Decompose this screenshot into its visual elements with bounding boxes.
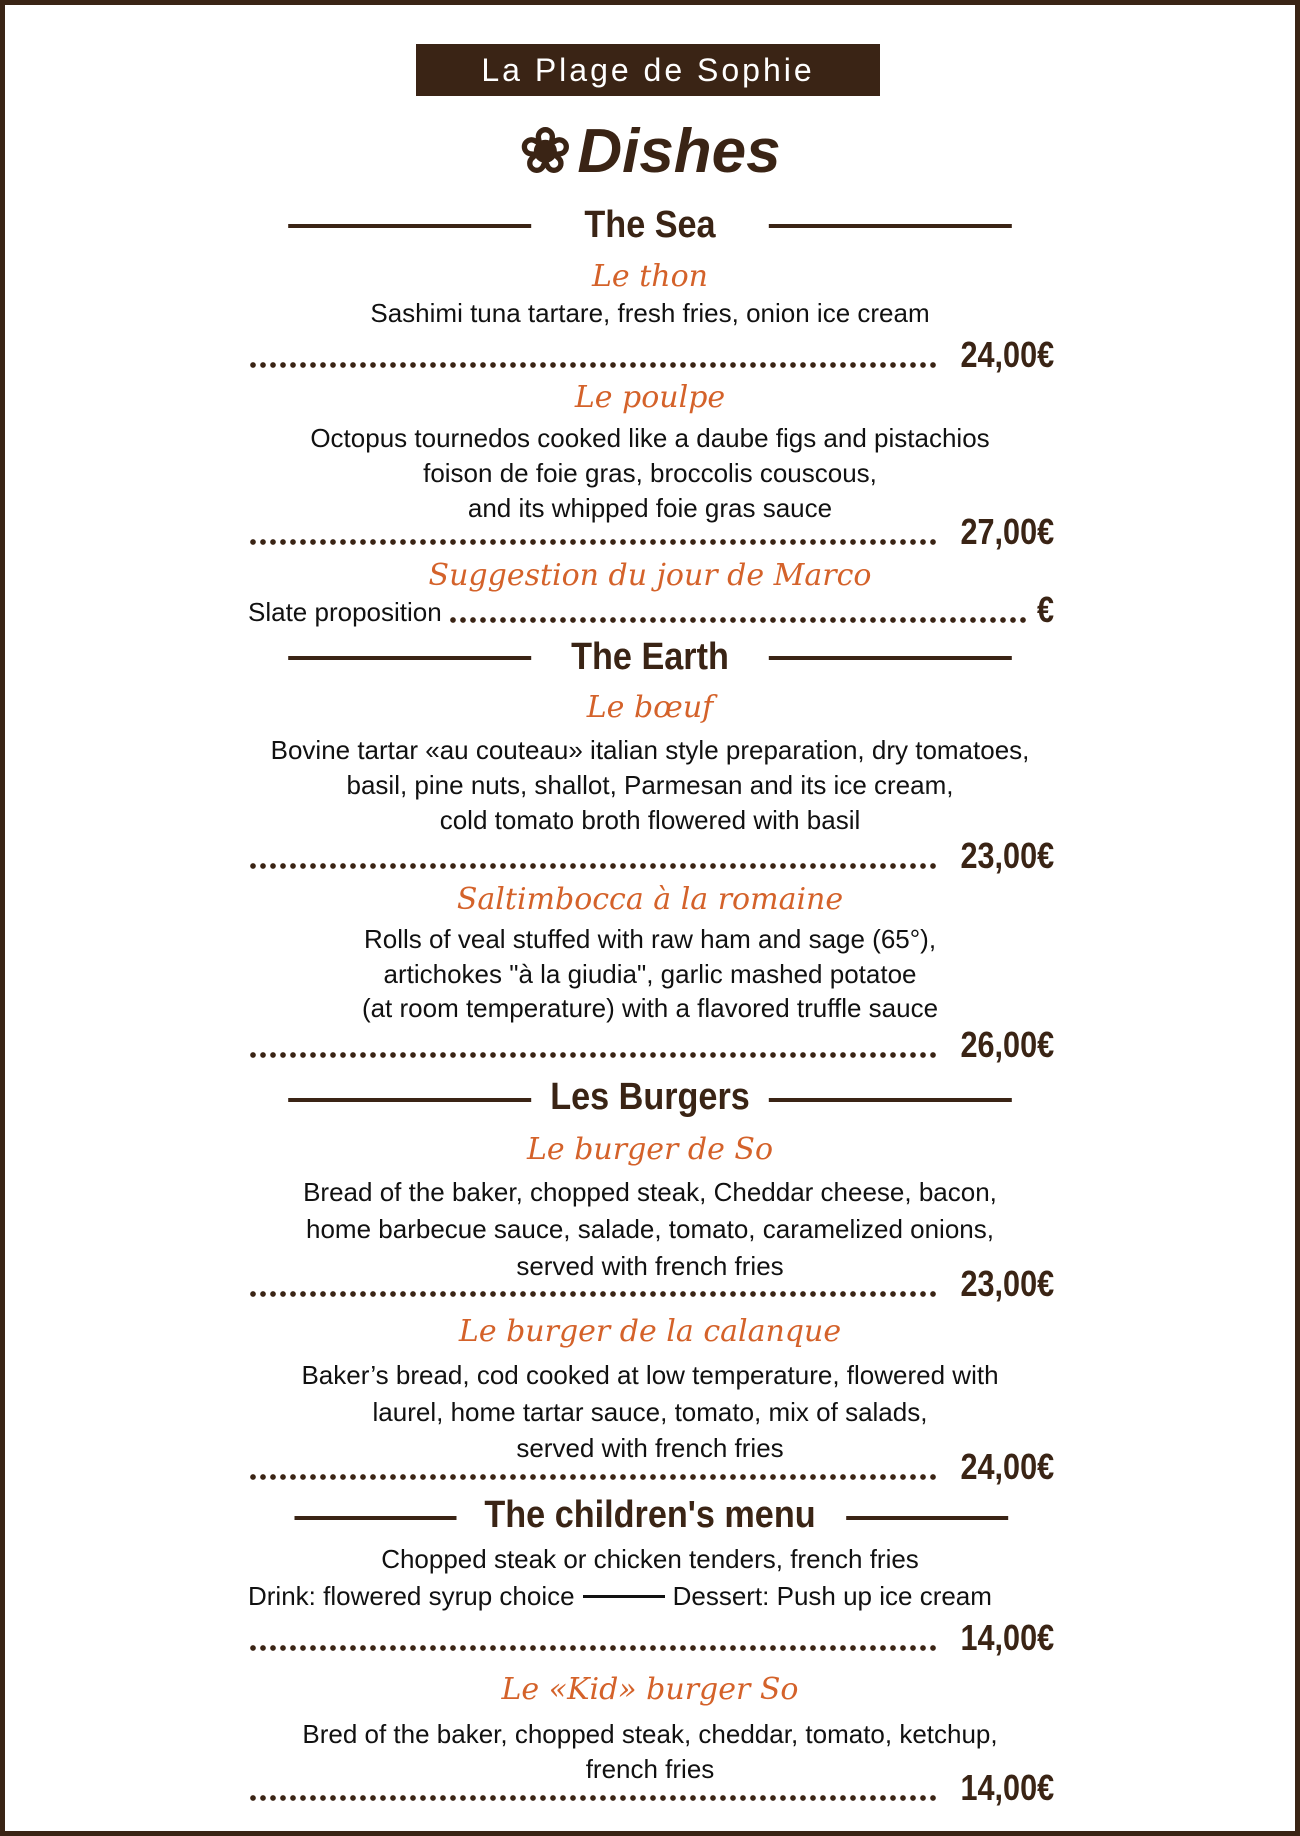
separator-dash xyxy=(583,1595,665,1598)
leader-dots xyxy=(248,1290,940,1298)
price-children-menu: 14,00€ xyxy=(960,1617,1054,1658)
page-title-text: Dishes xyxy=(577,117,781,186)
price-poulpe: 27,00€ xyxy=(960,511,1054,552)
price-line-burger-calanque xyxy=(248,1447,1054,1487)
price-line-suggestion xyxy=(248,590,1054,630)
section-header-sea xyxy=(65,200,1235,250)
restaurant-name: La Plage de Sophie xyxy=(481,51,815,88)
price-thon: 24,00€ xyxy=(960,334,1054,375)
children-menu-options xyxy=(248,1578,1054,1614)
dish-desc-boeuf-3: cold tomato broth flowered with basil xyxy=(439,805,861,835)
dish-desc-saltimbocca-1: Rolls of veal stuffed with raw ham and sage (65°), xyxy=(363,924,937,954)
restaurant-name-banner xyxy=(416,44,880,96)
leader-dots xyxy=(248,1051,940,1059)
price-line-thon xyxy=(248,335,1054,375)
price-kid-burger: 14,00€ xyxy=(960,1767,1054,1808)
leader-dots xyxy=(248,361,940,369)
children-menu-desc: Chopped steak or chicken tenders, french fries xyxy=(381,1544,919,1574)
price-line-burger-so xyxy=(248,1264,1054,1304)
price-boeuf: 23,00€ xyxy=(960,835,1054,876)
section-title: Les Burgers xyxy=(550,1076,750,1118)
section-header-earth xyxy=(65,632,1235,682)
dish-name-saltimbocca: Saltimbocca à la romaine xyxy=(456,882,844,917)
dish-desc-saltimbocca-2: artichokes "à la giudia", garlic mashed potatoe xyxy=(383,959,917,989)
price-line-children-menu xyxy=(248,1618,1054,1658)
children-menu-dessert: Dessert: Push up ice cream xyxy=(672,1580,992,1611)
dish-desc-burger-so-3: served with french fries xyxy=(516,1251,784,1281)
dish-name-poulpe: Le poulpe xyxy=(574,380,726,415)
section-title: The Earth xyxy=(571,636,729,678)
dish-desc-burger-calanque-3: served with french fries xyxy=(516,1433,784,1463)
dish-name-burger-calanque: Le burger de la calanque xyxy=(458,1314,842,1349)
flower-icon: ❀ xyxy=(519,117,572,186)
dish-name-kid-burger: Le «Kid» burger So xyxy=(501,1672,799,1707)
dish-desc-kid-burger-1: Bred of the baker, chopped steak, cheddar, tomato, ketchup, xyxy=(302,1719,998,1749)
leader-dots xyxy=(248,1644,940,1652)
leader-dots xyxy=(248,1794,940,1802)
price-suggestion: € xyxy=(1036,589,1054,630)
leader-dots xyxy=(248,862,940,870)
dish-name-burger-so: Le burger de So xyxy=(526,1132,774,1167)
price-burger-so: 23,00€ xyxy=(960,1263,1054,1304)
price-line-poulpe xyxy=(248,512,1054,552)
page-title xyxy=(0,116,1300,188)
dish-desc-poulpe-1: Octopus tournedos cooked like a daube figs and pistachios xyxy=(310,423,990,453)
price-line-boeuf xyxy=(248,836,1054,876)
dish-desc-burger-so-2: home barbecue sauce, salade, tomato, caramelized onions, xyxy=(306,1214,994,1244)
dish-desc-kid-burger-2: french fries xyxy=(585,1754,715,1784)
dish-desc-burger-so-1: Bread of the baker, chopped steak, Cheddar cheese, bacon, xyxy=(303,1177,997,1207)
dish-desc-thon-1: Sashimi tuna tartare, fresh fries, onion ice cream xyxy=(370,298,930,328)
leader-dots xyxy=(448,616,1030,624)
leader-dots xyxy=(248,1473,940,1481)
dish-desc-poulpe-3: and its whipped foie gras sauce xyxy=(467,493,833,523)
dish-desc-saltimbocca-3: (at room temperature) with a flavored truffle sauce xyxy=(361,993,939,1023)
section-header-children xyxy=(65,1490,1235,1540)
section-title: The Sea xyxy=(584,204,716,246)
suggestion-lead: Slate proposition xyxy=(248,597,442,627)
dish-desc-boeuf-2: basil, pine nuts, shallot, Parmesan and its ice cream, xyxy=(346,770,954,800)
dish-name-thon: Le thon xyxy=(592,259,708,294)
dish-name-suggestion: Suggestion du jour de Marco xyxy=(428,558,872,593)
price-burger-calanque: 24,00€ xyxy=(960,1446,1054,1487)
children-menu-drink: Drink: flowered syrup choice xyxy=(248,1580,575,1611)
dish-desc-poulpe-2: foison de foie gras, broccolis couscous, xyxy=(423,458,877,488)
dish-desc-boeuf-1: Bovine tartar «au couteau» italian style preparation, dry tomatoes, xyxy=(270,735,1030,765)
leader-dots xyxy=(248,538,940,546)
price-line-kid-burger xyxy=(248,1768,1054,1808)
price-saltimbocca: 26,00€ xyxy=(960,1024,1054,1065)
dish-name-boeuf: Le bœuf xyxy=(586,690,714,725)
section-title: The children's menu xyxy=(484,1494,816,1536)
dish-desc-burger-calanque-1: Baker’s bread, cod cooked at low temperature, flowered with xyxy=(301,1360,999,1390)
section-header-burgers xyxy=(65,1072,1235,1122)
dish-desc-burger-calanque-2: laurel, home tartar sauce, tomato, mix of salads, xyxy=(372,1397,928,1427)
price-line-saltimbocca xyxy=(248,1025,1054,1065)
